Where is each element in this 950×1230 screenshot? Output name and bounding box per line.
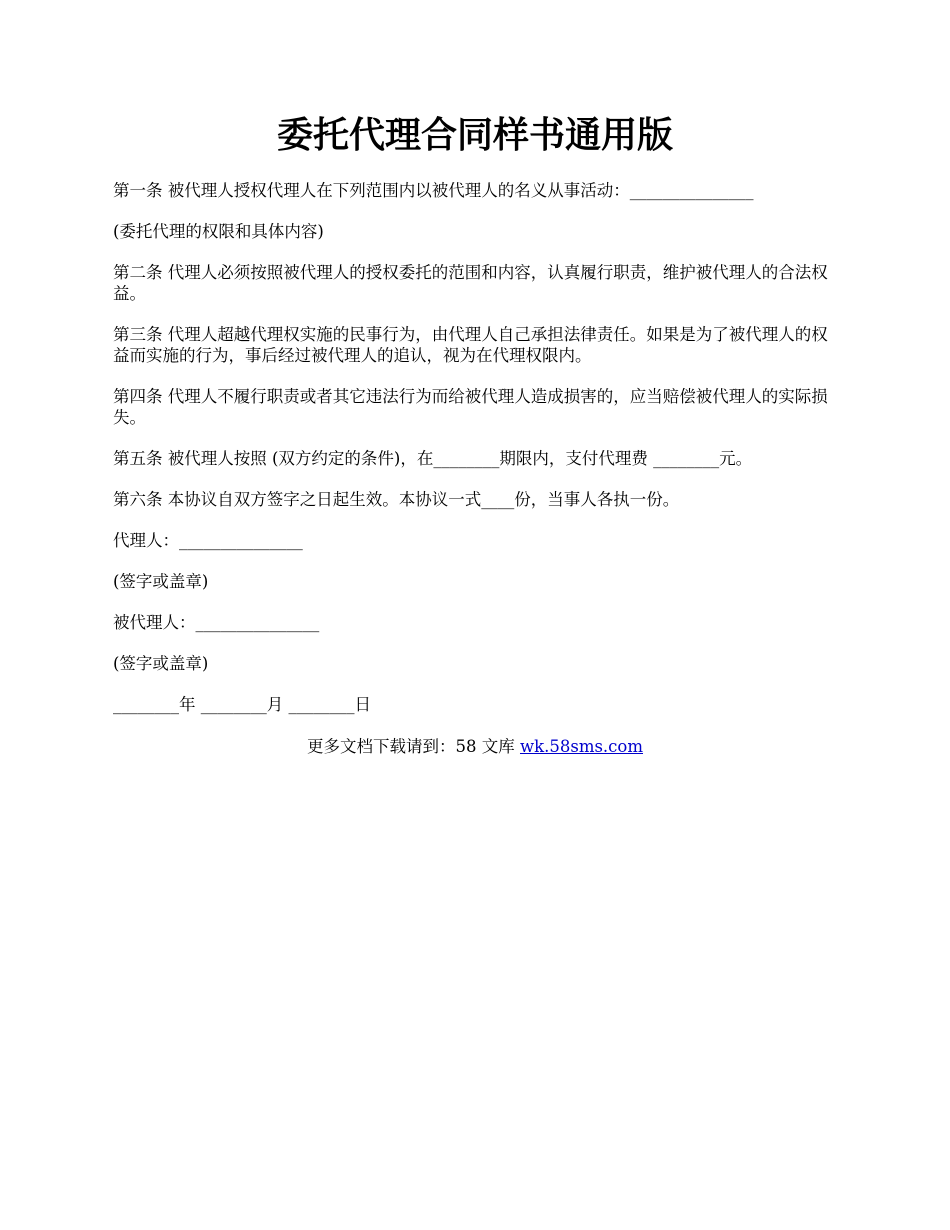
principal-signature-line: 被代理人：_______________	[113, 613, 320, 632]
article-6: 第六条 本协议自双方签字之日起生效。本协议一式____份，当事人各执一份。	[113, 490, 680, 509]
article-1: 第一条 被代理人授权代理人在下列范围内以被代理人的名义从事活动：_______________	[113, 181, 754, 200]
footer	[0, 736, 950, 757]
article-2: 第二条 代理人必须按照被代理人的授权委托的范围和内容，认真履行职责，维护被代理人的合法权益。	[113, 263, 828, 303]
article-4: 第四条 代理人不履行职责或者其它违法行为而给被代理人造成损害的，应当赔偿被代理人的实际损失。	[113, 387, 828, 427]
article-3: 第三条 代理人超越代理权实施的民事行为，由代理人自己承担法律责任。如果是为了被代理人的权益而实施的行为，事后经过被代理人的追认，视为在代理权限内。	[113, 325, 828, 365]
footer-link[interactable]: wk.58sms.com	[519, 737, 643, 756]
article-1-note: (委托代理的权限和具体内容)	[113, 222, 324, 241]
agent-sign-note: (签字或盖章)	[113, 572, 209, 591]
date-line: ________年 ________月 ________日	[113, 695, 371, 714]
document-title: 委托代理合同样书通用版	[276, 114, 673, 156]
footer-prefix: 更多文档下载请到：58 文库	[306, 737, 520, 756]
article-5: 第五条 被代理人按照 (双方约定的条件)，在________期限内，支付代理费 ________元。	[113, 449, 753, 468]
document-body	[113, 180, 835, 735]
agent-signature-line: 代理人：_______________	[113, 531, 303, 550]
principal-sign-note: (签字或盖章)	[113, 654, 209, 673]
